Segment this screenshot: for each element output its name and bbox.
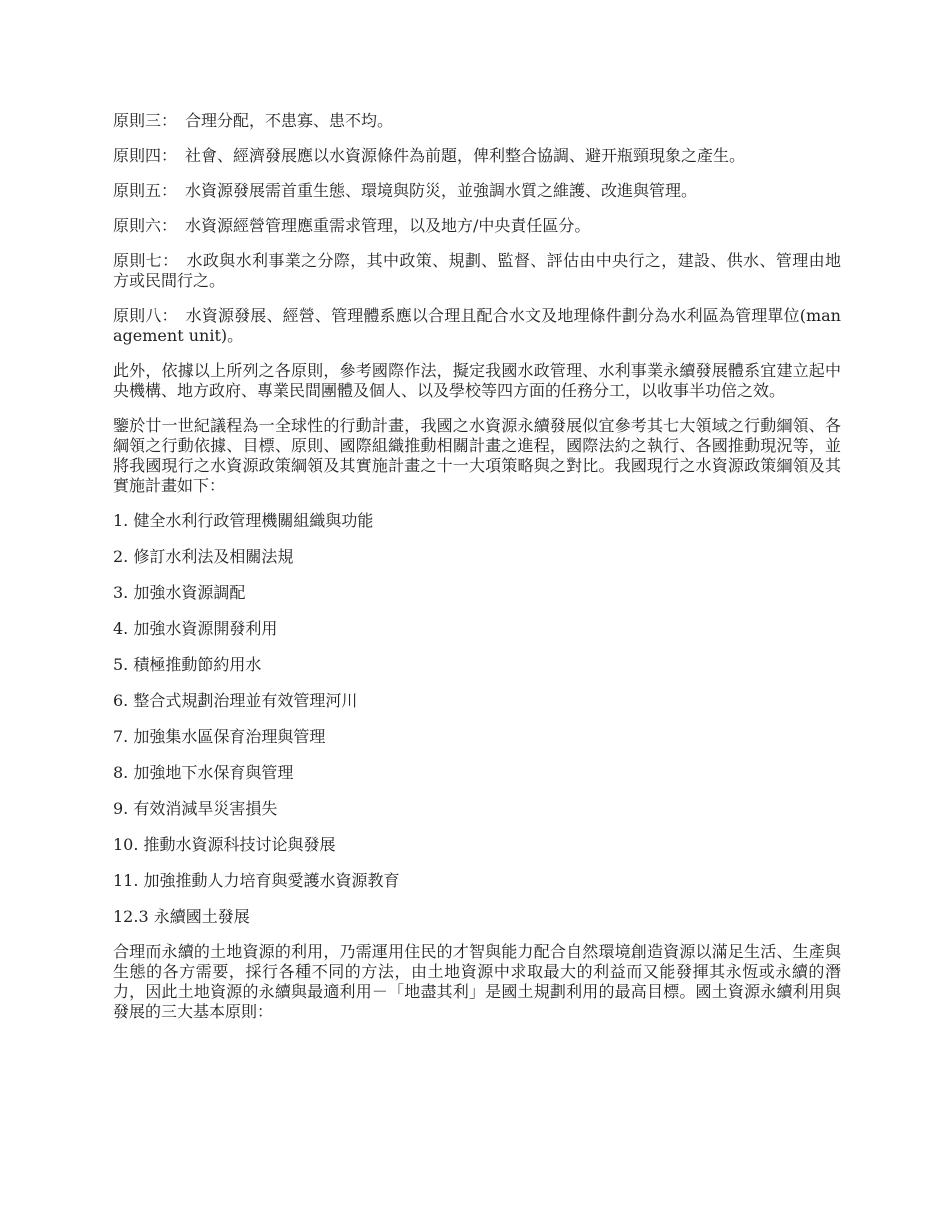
document-page [113, 111, 841, 1037]
principle-7 [113, 251, 841, 291]
principle-label: 原則四： [113, 146, 178, 165]
list-item: 3. 加強水資源調配 [113, 583, 246, 602]
list-item: 8. 加強地下水保育與管理 [113, 763, 294, 782]
list-item: 2. 修訂水利法及相關法規 [113, 547, 294, 566]
division-of-labor-paragraph: 此外，依據以上所列之各原則，參考國際作法，擬定我國水政管理、水利事業永續發展體系宜建立起中央機構、地方政府、專業民間團體及個人、以及學校等四方面的任務分工，以收事半功倍之效。 [113, 361, 841, 400]
principle-text: 水政與水利事業之分際，其中政策、規劃、監督、評估由中央行之，建設、供水、管理由地方或民間行之。 [113, 251, 841, 290]
list-item: 11. 加強推動人力培育與愛護水資源教育 [113, 871, 400, 890]
section-heading: 12.3 永續國土發展 [113, 907, 250, 926]
list-item: 10. 推動水資源科技讨论與發展 [113, 835, 336, 854]
list-item: 4. 加強水資源開發利用 [113, 619, 278, 638]
principle-label: 原則六： [113, 216, 178, 235]
principle-text: 水資源經營管理應重需求管理，以及地方/中央責任區分。 [185, 216, 591, 235]
principle-text: 社會、經濟發展應以水資源條件為前題，俾利整合協調、避开瓶頸現象之產生。 [185, 146, 746, 165]
principle-text: 合理分配，不患寡、患不均。 [185, 111, 394, 130]
list-item: 9. 有效消減旱災害損失 [113, 799, 278, 818]
list-item: 1. 健全水利行政管理機關組織與功能 [113, 511, 374, 530]
list-item: 7. 加強集水區保育治理與管理 [113, 727, 326, 746]
agenda21-paragraph: 鑒於廿一世紀議程為一全球性的行動計畫，我國之水資源永續發展似宜參考其七大領域之行動綱領、各綱領之行動依據、目標、原則、國際組織推動相關計畫之進程，國際法約之執行、各國推動現況等，並將我國現行之水資源政策綱領及其實施計畫之十一大項策略與之對比。我國現行之水資源政策綱領及其實施計畫如下： [113, 416, 841, 495]
principle-3 [113, 111, 841, 131]
land-resources-paragraph: 合理而永續的土地資源的利用，乃需運用住民的才智與能力配合自然環境創造資源以滿足生活、生產與生態的各方需要，採行各種不同的方法，由土地資源中求取最大的利益而又能發揮其永恆或永續的潛力，因此土地資源的永續與最適利用－「地盡其利」是國土規劃利用的最高目標。國土資源永續利用與發展的三大基本原則： [113, 942, 841, 1021]
list-item: 6. 整合式規劃治理並有效管理河川 [113, 691, 358, 710]
principle-label: 原則八： [113, 306, 178, 325]
principle-text: 水資源發展、經營、管理體系應以合理且配合水文及地理條件劃分為水利區為管理單位(management unit)。 [113, 306, 841, 345]
principle-text: 水資源發展需首重生態、環境與防災，並強調水質之維護、改進與管理。 [185, 181, 698, 200]
principle-6 [113, 216, 841, 236]
principle-label: 原則三： [113, 111, 178, 130]
principle-8 [113, 306, 841, 346]
principle-label: 原則五： [113, 181, 178, 200]
principle-label: 原則七： [113, 251, 179, 270]
principle-5 [113, 181, 841, 201]
list-item: 5. 積極推動節約用水 [113, 655, 262, 674]
principle-4 [113, 146, 841, 166]
